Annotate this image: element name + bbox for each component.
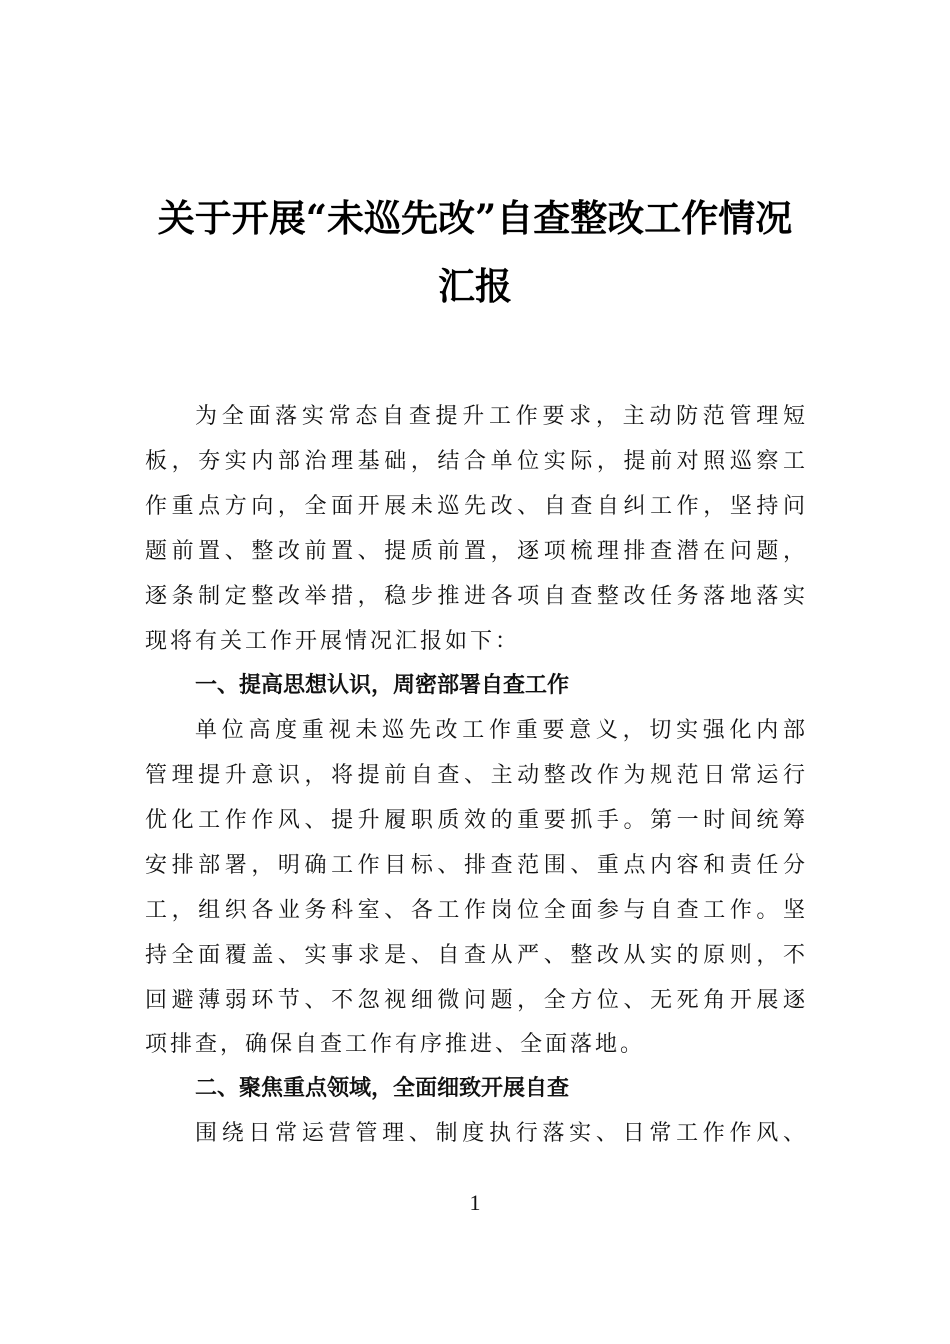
section-2-line: 围绕日常运营管理、制度执行落实、日常工作作风、 [195,1121,805,1146]
section-1-line: 优化工作作风、提升履职质效的重要抓手。第一时间统筹 [145,808,805,833]
section-1-line: 回避薄弱环节、不忽视细微问题，全方位、无死角开展逐 [145,988,805,1013]
page-number: 1 [469,1190,481,1215]
intro-line: 题前置、整改前置、提质前置，逐项梳理排查潜在问题， [145,539,805,564]
intro-line: 为全面落实常态自查提升工作要求，主动防范管理短 [195,404,805,429]
intro-line: 作重点方向，全面开展未巡先改、自查自纠工作，坚持问 [145,494,805,519]
section-1-line: 单位高度重视未巡先改工作重要意义，切实强化内部 [195,718,805,743]
section-1-line: 工，组织各业务科室、各工作岗位全面参与自查工作。坚 [145,898,805,923]
document-title-line-1: 关于开展“未巡先改”自查整改工作情况 [157,196,793,240]
intro-line: 逐条制定整改举措，稳步推进各项自查整改任务落地落实 [145,584,805,609]
intro-line: 板，夯实内部治理基础，结合单位实际，提前对照巡察工 [145,449,805,474]
section-1-line: 持全面覆盖、实事求是、自查从严、整改从实的原则，不 [145,943,805,968]
section-1-line: 安排部署，明确工作目标、排查范围、重点内容和责任分 [145,853,805,878]
document-title-line-2: 汇报 [438,264,512,308]
intro-line: 现将有关工作开展情况汇报如下： [145,629,521,654]
section-1-line: 管理提升意识，将提前自查、主动整改作为规范日常运行 [145,763,805,788]
section-1-heading: 一、提高思想认识，周密部署自查工作 [195,673,570,698]
section-1-line: 项排查，确保自查工作有序推进、全面落地。 [145,1032,646,1057]
section-2-heading: 二、聚焦重点领域，全面细致开展自查 [195,1076,570,1101]
